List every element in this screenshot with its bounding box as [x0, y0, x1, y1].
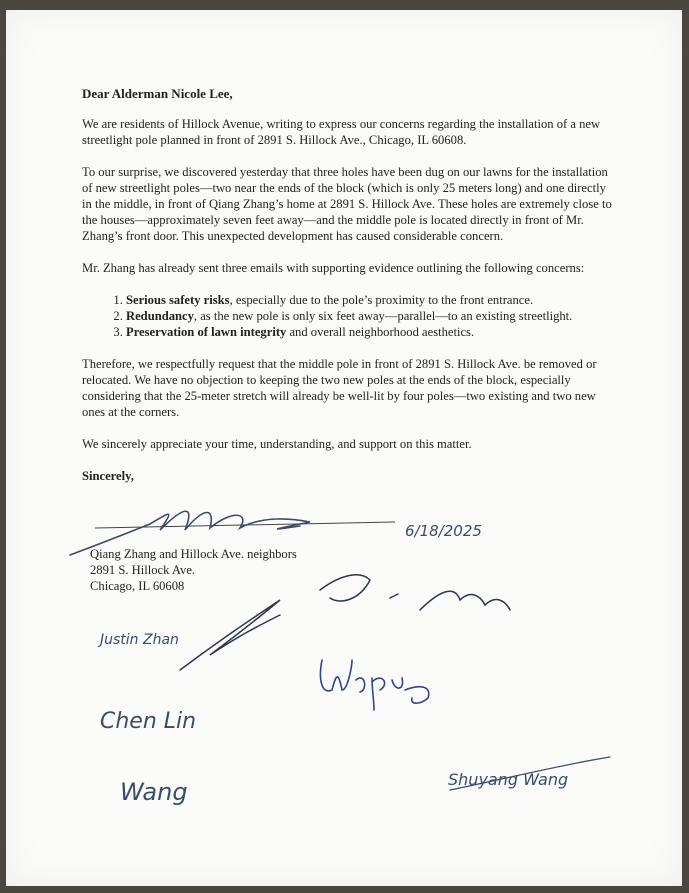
- concern-text: , especially due to the pole’s proximity to the front entrance.: [229, 293, 534, 307]
- signature-date: 6/18/2025: [405, 522, 482, 540]
- signature-justin: Justin Zhan: [100, 632, 179, 648]
- scribble-signature-2: [180, 575, 510, 670]
- sender-city: Chicago, IL 60608: [90, 579, 185, 593]
- signature-shuyang-wang: Shuyang Wang: [448, 770, 569, 789]
- signature-chen-lin: Chen Lin: [100, 709, 197, 734]
- scribble-signature-3: [320, 660, 428, 710]
- concern-text: , as the new pole is only six feet away—parallel—to an existing streetlight.: [193, 309, 573, 323]
- paragraph-1: We are residents of Hillock Avenue, writing to express our concerns regarding the installation of a new streetlight pole planned in front of 2891 S. Hillock Ave., Chicago, IL 60608.: [82, 117, 601, 147]
- concern-title: Redundancy: [126, 309, 194, 323]
- paragraph-3: Mr. Zhang has already sent three emails with supporting evidence outlining the following concerns:: [82, 261, 585, 275]
- concern-text: and overall neighborhood aesthetics.: [286, 325, 475, 339]
- concern-title: Preservation of lawn integrity: [126, 325, 287, 339]
- main-signature-scribble: [70, 511, 310, 555]
- paragraph-5: We sincerely appreciate your time, understanding, and support on this matter.: [82, 437, 472, 451]
- sender-street: 2891 S. Hillock Ave.: [90, 563, 196, 577]
- paragraph-2: To our surprise, we discovered yesterday that three holes have been dug on our lawns for the installation of new streetlight poles—two near the ends of the block (which is only 25 meters long) and one directly in the middle, in front of Qiang Zhang’s home at 2891 S. Hillock Ave. These holes are extremely close to the houses—approximately seven feet away—and the middle pole is located directly in front of Mr. Zhang’s front door. This unexpected development has caused considerable concern.: [82, 165, 612, 243]
- closing: Sincerely,: [82, 469, 134, 483]
- concern-title: Serious safety risks: [126, 293, 230, 307]
- signature-wang: Wang: [120, 778, 188, 806]
- sender-name: Qiang Zhang and Hillock Ave. neighbors: [90, 547, 297, 561]
- salutation: Dear Alderman Nicole Lee,: [82, 86, 233, 101]
- paragraph-4: Therefore, we respectfully request that the middle pole in front of 2891 S. Hillock Ave. be removed or relocated. We have no objection to keeping the two new poles at the ends of the block, especially considering that the 25-meter stretch will already be well-lit by four poles—two existing and two new ones at the corners.: [82, 357, 597, 419]
